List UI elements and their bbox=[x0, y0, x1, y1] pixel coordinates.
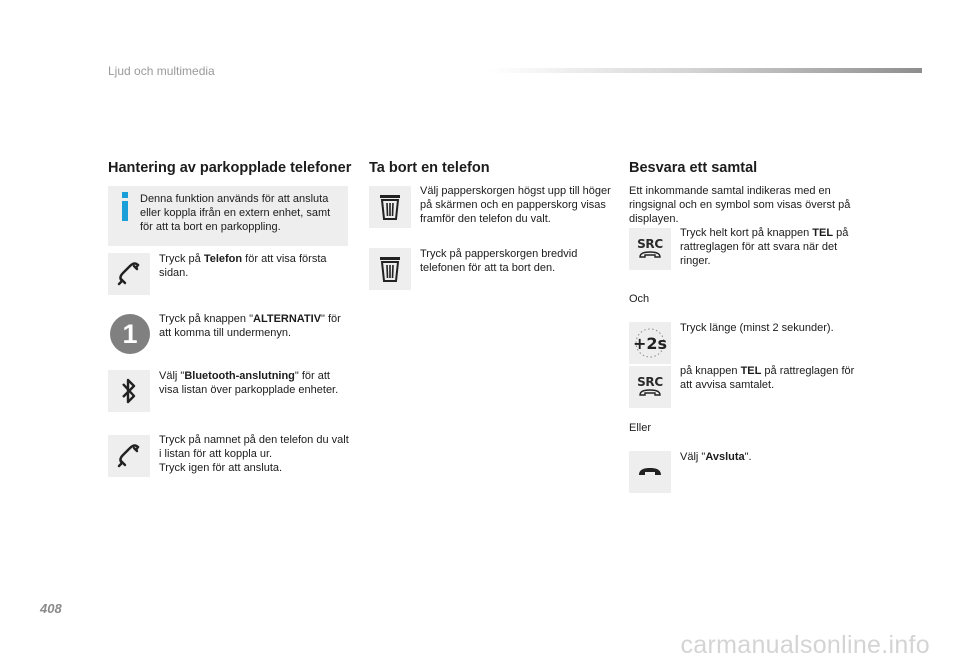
handset-icon bbox=[637, 250, 663, 260]
bluetooth-icon bbox=[108, 370, 150, 412]
step-long-press: Tryck länge (minst 2 sekunder). bbox=[680, 322, 834, 334]
step-bluetooth: Välj "Bluetooth-anslutning" för att visa listan över parkopplade enheter. bbox=[159, 370, 339, 396]
watermark: carmanualsonline.info bbox=[680, 631, 930, 659]
info-box bbox=[108, 186, 348, 246]
page-number: 408 bbox=[40, 601, 62, 616]
step-select-trash: Välj papperskorgen högst upp till höger på skärmen och en papperskorg visas framför den telefon du valt. bbox=[420, 185, 611, 225]
long-press-label: +2s bbox=[632, 334, 668, 353]
step-number-badge: 1 bbox=[110, 314, 150, 354]
phone-icon bbox=[108, 435, 150, 477]
src-button-icon: SRC bbox=[629, 228, 671, 270]
header-gradient-bar bbox=[490, 68, 922, 73]
step-tel-short: Tryck helt kort på knappen TEL på rattreglagen för att svara när det ringer. bbox=[680, 227, 849, 267]
och-label: Och bbox=[629, 293, 650, 305]
src-button-icon: SRC bbox=[629, 366, 671, 408]
phone-icon bbox=[108, 253, 150, 295]
intro-text: Ett inkommande samtal indikeras med en ringsignal och en symbol som visas överst på displayen. bbox=[629, 185, 851, 225]
long-press-icon bbox=[629, 322, 671, 364]
section-heading-delete-phone: Ta bort en telefon bbox=[369, 160, 490, 176]
eller-label: Eller bbox=[629, 422, 652, 434]
hang-up-icon bbox=[629, 451, 671, 493]
step-press-trash: Tryck på papperskorgen bredvid telefonen för att ta bort den. bbox=[420, 248, 578, 274]
chapter-title: Ljud och multimedia bbox=[108, 64, 215, 78]
trash-icon bbox=[369, 248, 411, 290]
step-alternativ: Tryck på knappen "ALTERNATIV" för att komma till undermenyn. bbox=[159, 313, 341, 339]
step-avsluta: Välj "Avsluta". bbox=[680, 451, 752, 463]
info-text: Denna funktion används för att ansluta eller koppla ifrån en extern enhet, samt för att ta bort en parkoppling. bbox=[140, 193, 331, 233]
step-reject: på knappen TEL på rattreglagen för att avvisa samtalet. bbox=[680, 365, 855, 391]
section-heading-paired-phones: Hantering av parkopplade telefoner bbox=[108, 160, 352, 176]
section-heading-answer-call: Besvara ett samtal bbox=[629, 160, 758, 176]
info-icon bbox=[118, 191, 132, 223]
step-telefon: Tryck på Telefon för att visa första sidan. bbox=[159, 253, 327, 279]
step-select-phone: Tryck på namnet på den telefon du valt i listan för att koppla ur. Tryck igen för att ansluta. bbox=[159, 434, 349, 474]
trash-icon bbox=[369, 186, 411, 228]
handset-icon bbox=[637, 388, 663, 398]
